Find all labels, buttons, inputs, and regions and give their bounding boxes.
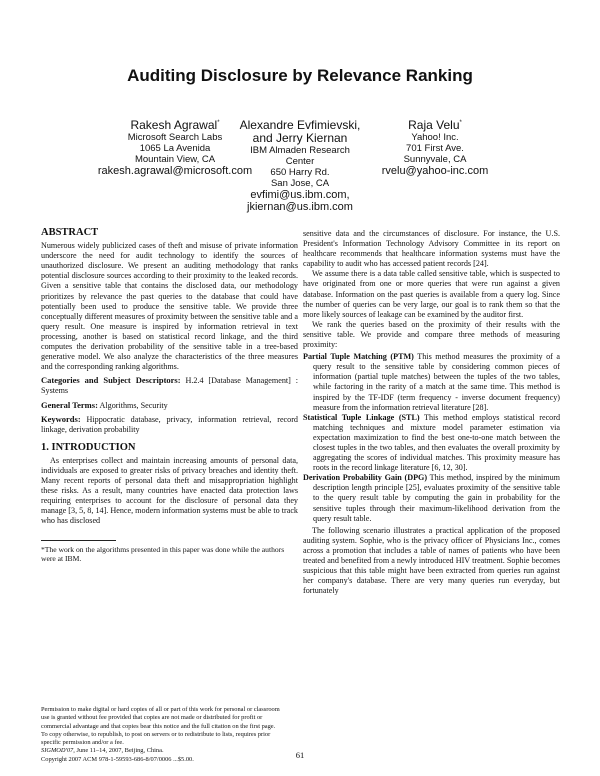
method-item-stl	[303, 413, 560, 474]
method-item-dpg	[303, 473, 560, 523]
author-affiliation: Microsoft Search Labs	[127, 132, 223, 143]
intro-heading: 1. INTRODUCTION	[41, 441, 136, 453]
author-city: Mountain View, CA	[134, 154, 216, 165]
author-name: Raja Velu	[408, 118, 460, 132]
general-terms-label: General Terms:	[41, 399, 98, 410]
paragraph: We rank the queries based on the proximity of their results with the sensitive table. We provide and compare three methods of measuring proximity:	[303, 319, 560, 350]
method-item-ptm	[303, 352, 560, 413]
author-address: 650 Harry Rd.	[270, 167, 330, 178]
author-affiliation: IBM Almaden Research	[250, 145, 350, 156]
method-text: This method, inspired by the minimum description length principle [25], evaluates proximity of the sensitive table to the query result table by computing the gain in probability for the sensitive tuples through their maximum-likelihood derivation from the query result table.	[313, 473, 560, 523]
keywords-text: Hippocratic database, privacy, information retrieval, record linkage, derivation probability	[41, 414, 298, 434]
categories-line	[41, 375, 298, 396]
categories-label: Categories and Subject Descriptors:	[41, 375, 181, 386]
paper-title: Auditing Disclosure by Relevance Ranking	[127, 66, 473, 85]
general-terms-line	[41, 400, 298, 411]
method-name: Derivation Probability Gain (DPG)	[303, 473, 428, 483]
author-email-1: evfimi@us.ibm.com,	[250, 189, 350, 201]
left-column	[41, 228, 298, 563]
abstract-heading: ABSTRACT	[41, 227, 99, 238]
method-name: Partial Tuple Matching (PTM)	[303, 352, 414, 362]
author-block-2	[222, 119, 378, 213]
author-address: 701 First Ave.	[406, 143, 464, 154]
intro-text: As enterprises collect and maintain increasing amounts of personal data, individuals are exposed to greater risks of privacy breaches and identity theft. Many recent reports of personal data theft and misappropriation highlight these risks. As a result, many countries have enacted data protection laws requiring enterprises to account for the disclosure of personal data they manage [3, 5, 8, 14]. Hence, modern information systems must be able to track who has disclosed	[41, 455, 298, 526]
author-affiliation-2: Center	[285, 156, 315, 167]
author-mark: *	[217, 120, 220, 126]
author-city: Sunnyvale, CA	[403, 154, 467, 165]
author-block-3	[360, 119, 510, 177]
method-text: This method employs statistical record matching techniques and mixture model parameter estimation via expectation maximization to find the best one-to-one match between the closest tuples in the two tables, and then evaluates the overall proximity by aggregating the scores of individual matches. This proximity measure has roots in the record linkage literature [6, 12, 30].	[313, 412, 561, 473]
author-name-line-1: Alexandre Evfimievski,	[239, 118, 361, 132]
venue-name: SIGMOD'07,	[41, 747, 75, 755]
author-email: rakesh.agrawal@microsoft.com	[97, 165, 253, 177]
author-mark: *	[459, 120, 462, 126]
paragraph: sensitive data and the circumstances of disclosure. For instance, the U.S. President's Information Technology Advisory Committee in its report on healthcare recommends that healthcare information systems must have the capability to audit who has accessed patient records [24].	[303, 229, 560, 269]
author-name-line-2: and Jerry Kiernan	[252, 131, 348, 145]
author-email-2: jkiernan@us.ibm.com	[247, 201, 353, 213]
method-name: Statistical Tuple Linkage (STL)	[303, 412, 420, 422]
venue-details: June 11–14, 2007, Beijing, China.	[74, 747, 164, 755]
author-name: Rakesh Agrawal	[130, 118, 218, 132]
right-column	[303, 229, 560, 596]
paragraph: We assume there is a data table called sensitive table, which is suspected to have originated from one or more queries that were run against a given database. Information on the past queries is available from a query log. Since the number of queries can be very large, our goal is to rank them so that the more likely sources of leakage can be examined by the auditor first.	[303, 269, 560, 319]
keywords-line	[41, 414, 298, 435]
copyright-text: Copyright 2007 ACM 978-1-59593-686-8/07/0006 ...$5.00.	[41, 755, 194, 763]
categories-text: H.2.4 [Database Management] : Systems	[41, 376, 298, 396]
abstract-text: Numerous widely publicized cases of theft and misuse of private information underscore the need for audit technology to identify the sources of unauthorized disclosure. We present an auditing methodology that ranks potential disclosure sources according to their proximity to the leaked records. Given a sensitive table that contains the disclosed data, our methodology prioritizes by relevance the past queries to the database that could have potentially been used to produce the sensitive table. We provide three conceptually different measures of proximity between the sensitive table and a query result. One measure is inspired by information retrieval in text processing, another is based on statistical record linkage, and the third computes the derivation probability of the sensitive table in a tree-based generative model. We also analyze the characteristics of the three measures and the corresponding ranking algorithms.	[41, 241, 298, 372]
author-address: 1065 La Avenida	[139, 143, 211, 154]
permission-text: Permission to make digital or hard copies of all or part of this work for personal or classroom use is granted without fee provided that copies are not made or distributed for profit or commercial advantage and that copies bear this notice and the full citation on the first page. To copy otherwise, to republish, to post on servers or to redistribute to lists, requires prior specific permission and/or a fee.	[41, 706, 280, 747]
method-text: This method measures the proximity of a query result to the sensitive table by considering common pieces of information (partial tuple matches) between the tuples of the two tables, while factoring in the rarity of a match at the same time. This method is inspired by the TF-IDF (term frequency - inverse document frequency) measure from the information retrieval literature [28].	[313, 352, 560, 412]
author-affiliation: Yahoo! Inc.	[411, 132, 459, 143]
author-city: San Jose, CA	[270, 178, 330, 189]
footnote-text: *The work on the algorithms presented in this paper was done while the authors were at IBM.	[41, 544, 285, 563]
footnote-rule	[41, 540, 116, 541]
general-terms-text: Algorithms, Security	[99, 400, 168, 410]
page-number: 61	[295, 750, 305, 760]
paragraph: The following scenario illustrates a practical application of the proposed auditing system. Sophie, who is the privacy officer of Physicians Inc., comes across a promotion that includes a table of names of patients who have been treated and benefited from a newly introduced HIV treatment. Sophie becomes suspicious that this table might have been extracted from queries run against her company's database. There are very many queries run everyday, but fortunately	[303, 525, 560, 596]
author-email: rvelu@yahoo-inc.com	[381, 165, 489, 177]
keywords-label: Keywords:	[41, 413, 81, 424]
